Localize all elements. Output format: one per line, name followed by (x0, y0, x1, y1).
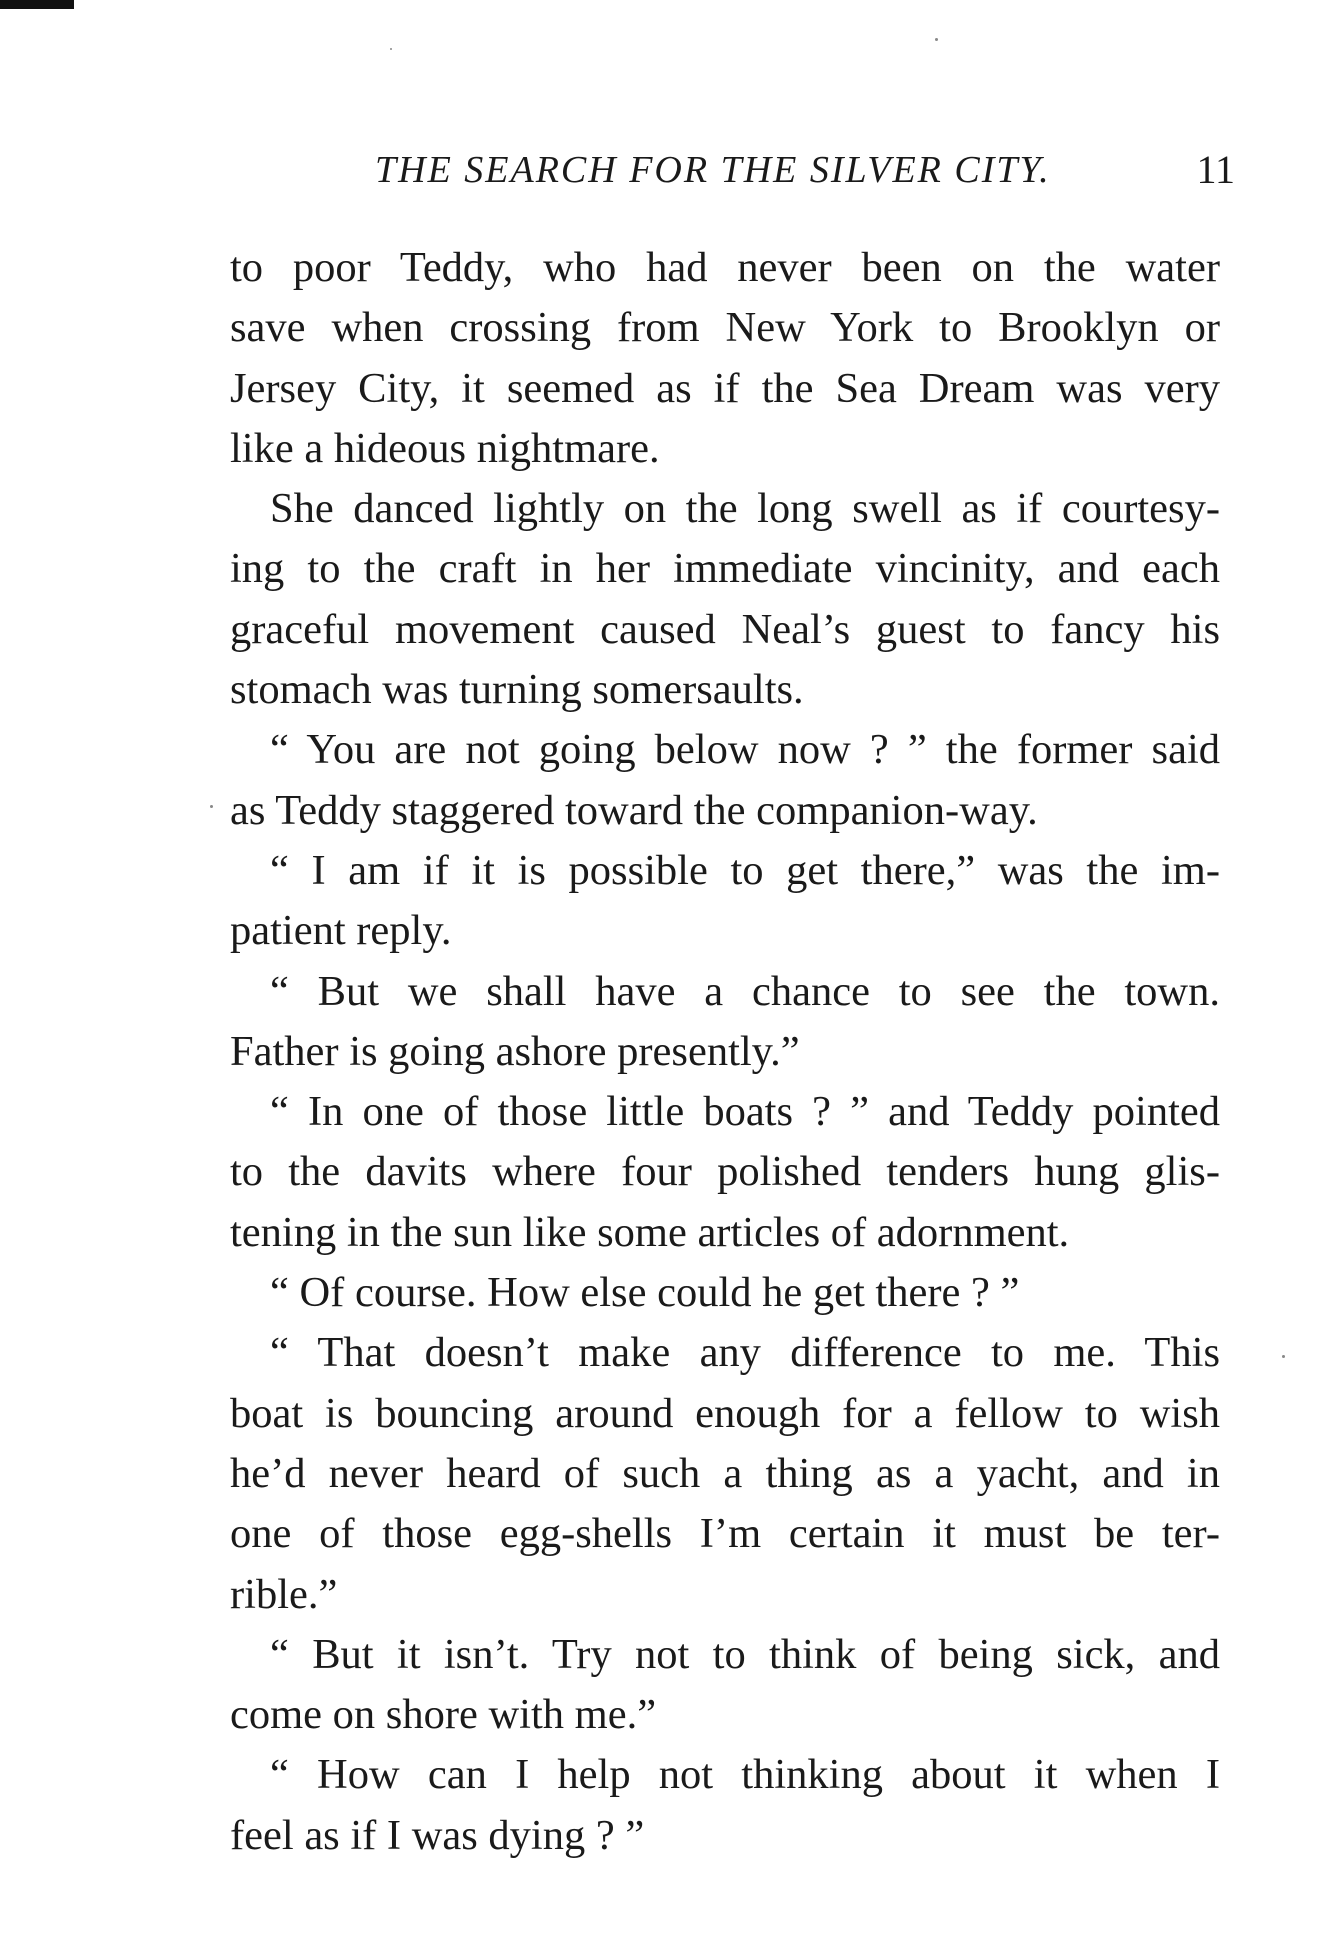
text-line: “ But it isn’t. Try not to think of being sick, and (270, 1630, 1220, 1678)
text-line: “ Of course. How else could he get there ? ” (270, 1269, 1020, 1317)
text-line: “ You are not going below now ? ” the former said (270, 726, 1220, 774)
text-line: save when crossing from New York to Brooklyn or (230, 304, 1220, 352)
paper-speck (935, 38, 938, 41)
text-line: “ How can I help not thinking about it when I (270, 1751, 1220, 1799)
text-line: graceful movement caused Neal’s guest to fancy his (230, 605, 1220, 653)
body-text (230, 238, 1220, 1866)
scan-edge-mark (0, 0, 74, 9)
text-line: feel as if I was dying ? ” (230, 1811, 645, 1859)
text-line: to the davits where four polished tenders hung glis- (230, 1148, 1220, 1196)
text-line: stomach was turning somersaults. (230, 666, 804, 714)
text-line: boat is bouncing around enough for a fellow to wish (230, 1389, 1220, 1437)
text-line: as Teddy staggered toward the companion-way. (230, 786, 1038, 834)
text-line: “ In one of those little boats ? ” and Teddy pointed (270, 1088, 1220, 1136)
paper-speck (210, 805, 213, 808)
text-line: one of those egg-shells I’m certain it must be ter- (230, 1510, 1220, 1558)
text-line: to poor Teddy, who had never been on the water (230, 244, 1220, 291)
text-line: She danced lightly on the long swell as if courtesy- (270, 485, 1220, 533)
text-line: “ I am if it is possible to get there,” was the im- (270, 846, 1220, 894)
text-line: patient reply. (230, 907, 452, 955)
paper-speck (390, 48, 392, 50)
text-line: “ But we shall have a chance to see the town. (270, 967, 1220, 1015)
paper-speck (1282, 1355, 1285, 1358)
text-line: come on shore with me.” (230, 1691, 657, 1739)
running-title: THE SEARCH FOR THE SILVER CITY. (375, 149, 1051, 191)
page-header (230, 138, 1235, 198)
text-line: Jersey City, it seemed as if the Sea Dream was very (230, 364, 1220, 412)
text-line: he’d never heard of such a thing as a yacht, and in (230, 1449, 1220, 1497)
text-line: “ That doesn’t make any difference to me. This (270, 1329, 1220, 1377)
page-number: 11 (1196, 147, 1235, 192)
text-line: Father is going ashore presently.” (230, 1027, 800, 1075)
text-line: ing to the craft in her immediate vincinity, and each (230, 545, 1220, 593)
text-line: like a hideous nightmare. (230, 424, 660, 472)
text-line: rible.” (230, 1570, 338, 1618)
text-line: tening in the sun like some articles of adornment. (230, 1208, 1070, 1256)
